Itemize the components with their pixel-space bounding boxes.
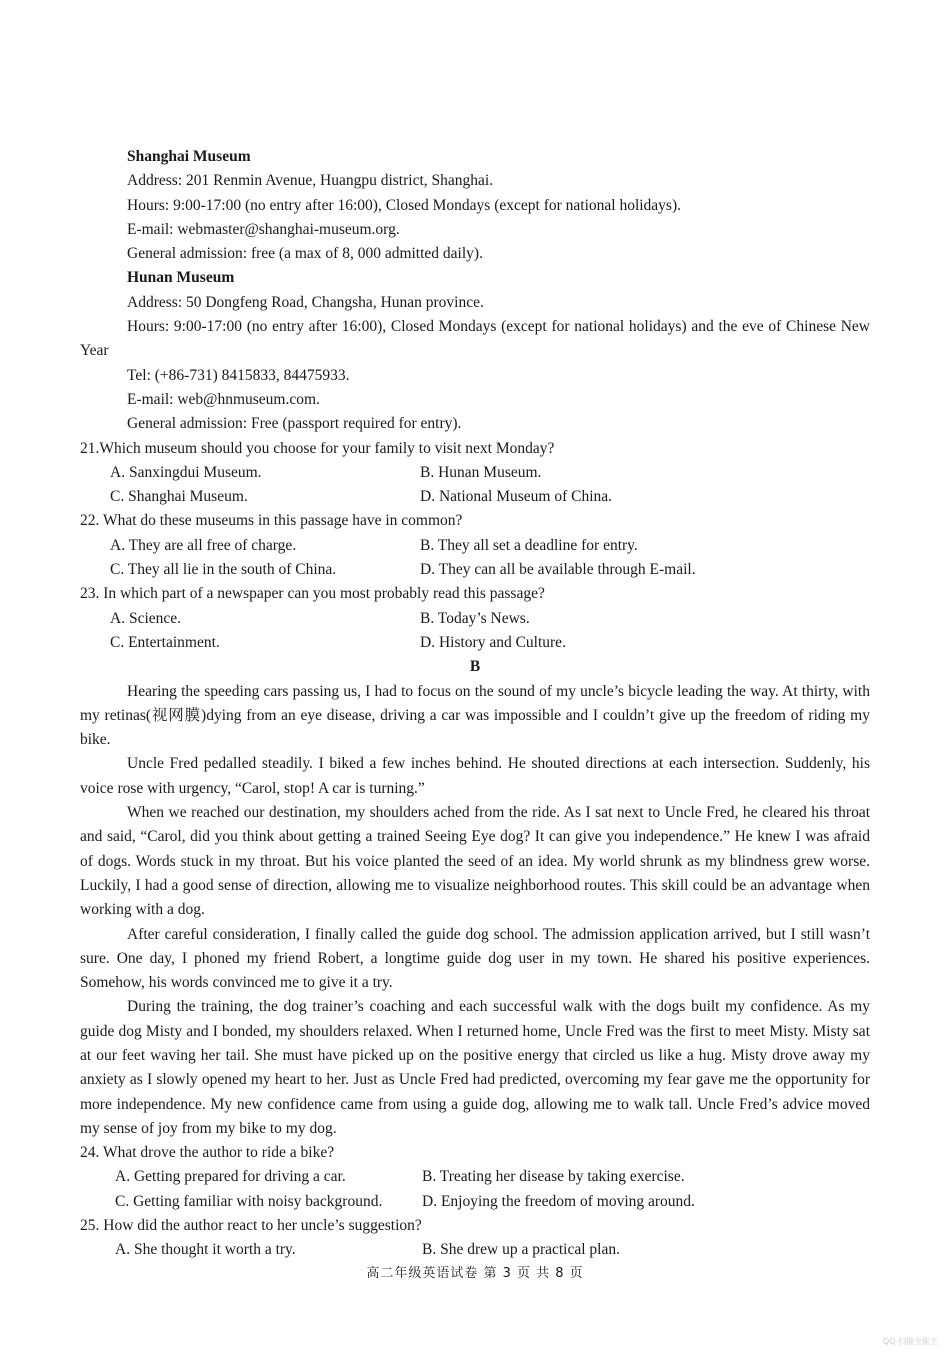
hunan-hours: Hours: 9:00-17:00 (no entry after 16:00), Closed Mondays (except for national holidays) and the eve of Chinese New Year [80, 318, 870, 360]
museum-info [80, 145, 870, 1263]
option-c: C. Shanghai Museum. [110, 488, 248, 506]
scanner-watermark: QQ 扫描全能王 [882, 1337, 938, 1346]
option-b: B. Hunan Museum. [420, 463, 542, 481]
page-footer: 高二年级英语试卷 第 3 页 共 8 页 [366, 1266, 584, 1281]
passage-paragraph: Uncle Fred pedalled steadily. I biked a few inches behind. He shouted directions at each intersection. Suddenly, his voice rose with urgency, “Carol, stop! A car is turning.” [80, 755, 870, 797]
option-c: C. They all lie in the south of China. [110, 561, 337, 579]
hunan-admission: General admission: Free (passport required for entry). [127, 415, 462, 433]
passage-paragraph: After careful consideration, I finally called the guide dog school. The admission application arrived, but I still wasn’t sure. One day, I phoned my friend Robert, a longtime guide dog user in my town. He shared his positive experiences. Somehow, his words convinced me to give it a try. [80, 925, 870, 992]
option-d: D. Enjoying the freedom of moving around. [422, 1192, 695, 1210]
question-stem: 25. How did the author react to her uncle’s suggestion? [80, 1217, 422, 1235]
option-d: D. National Museum of China. [420, 488, 613, 506]
question-25 [80, 1214, 870, 1263]
hunan-address: Address: 50 Dongfeng Road, Changsha, Hunan province. [127, 293, 484, 311]
museum-name-shanghai: Shanghai Museum [127, 148, 251, 165]
option-d: D. History and Culture. [420, 633, 566, 651]
option-a: A. Science. [110, 609, 182, 627]
option-a: A. Sanxingdui Museum. [110, 463, 262, 481]
passage-paragraph: When we reached our destination, my shoulders ached from the ride. As I sat next to Uncle Fred, he cleared his throat and said, “Carol, did you think about getting a trained Seeing Eye dog? It can give you independence.” He knew I was afraid of dogs. Words stuck in my throat. But his voice planted the seed of an idea. My world shrunk as my blindness grew worse. Luckily, I had a good sense of direction, allowing me to visualize neighborhood routes. This skill could be an advantage when working with a dog. [80, 804, 870, 919]
passage-paragraph: During the training, the dog trainer’s coaching and each successful walk with the dogs built my confidence. As my guide dog Misty and I bonded, my shoulders relaxed. When I returned home, Uncle Fred was the first to meet Misty. Misty sat at our feet waving her tail. She must have picked up on the positive energy that circled us like a hug. Misty drove away my anxiety as I slowly opened my heart to her. Just as Uncle Fred had predicted, overcoming my fear gave me the opportunity for more independence. My new confidence came from using a guide dog, allowing me to walk tall. Uncle Fred’s advice moved my sense of joy from my bike to my dog. [80, 998, 870, 1137]
question-stem: 24. What drove the author to ride a bike? [80, 1144, 335, 1162]
question-24 [80, 1141, 870, 1214]
question-23 [80, 582, 870, 655]
option-c: C. Entertainment. [110, 633, 220, 651]
question-stem: 23. In which part of a newspaper can you most probably read this passage? [80, 585, 545, 603]
section-b-heading: B [469, 658, 481, 676]
option-b: B. They all set a deadline for entry. [420, 536, 638, 554]
hunan-email: E-mail: web@hnmuseum.com. [127, 390, 320, 408]
hunan-tel: Tel: (+86-731) 8415833, 84475933. [127, 366, 350, 384]
question-21 [80, 437, 870, 510]
museum-name-hunan: Hunan Museum [127, 269, 235, 287]
option-b: B. Today’s News. [420, 609, 530, 627]
option-a: A. They are all free of charge. [110, 536, 297, 554]
shanghai-hours: Hours: 9:00-17:00 (no entry after 16:00), Closed Mondays (except for national holidays). [127, 196, 682, 214]
option-b: B. She drew up a practical plan. [422, 1241, 620, 1259]
option-b: B. Treating her disease by taking exercise. [422, 1168, 685, 1186]
question-22 [80, 509, 870, 582]
shanghai-address: Address: 201 Renmin Avenue, Huangpu district, Shanghai. [127, 172, 494, 190]
option-c: C. Getting familiar with noisy background. [115, 1192, 383, 1210]
shanghai-email: E-mail: webmaster@shanghai-museum.org. [127, 220, 400, 238]
option-d: D. They can all be available through E-mail. [420, 561, 696, 579]
question-stem: 21.Which museum should you choose for your family to visit next Monday? [80, 439, 555, 457]
question-stem: 22. What do these museums in this passage have in common? [80, 512, 463, 530]
shanghai-admission: General admission: free (a max of 8, 000 admitted daily). [127, 245, 483, 263]
passage-paragraph: Hearing the speeding cars passing us, I had to focus on the sound of my uncle’s bicycle leading the way. At thirty, with my retinas(视网膜)dying from an eye disease, driving a car was impossible and I couldn’t give up the freedom of riding my bike. [80, 682, 870, 749]
option-a: A. Getting prepared for driving a car. [115, 1168, 346, 1186]
option-a: A. She thought it worth a try. [115, 1241, 296, 1259]
